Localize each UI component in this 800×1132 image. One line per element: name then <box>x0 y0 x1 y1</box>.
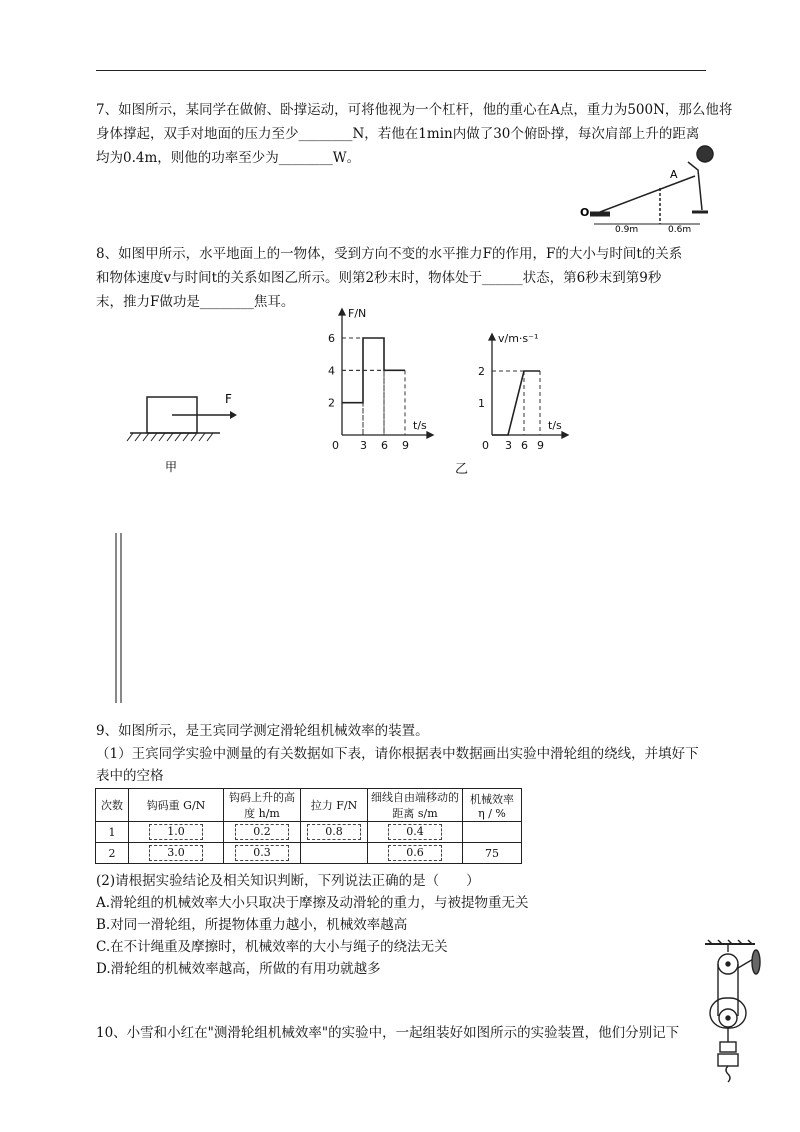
dist-0-9: 0.9m <box>615 225 639 232</box>
q7-line-3: 均为0.4m，则他的功率至少为________W。 <box>96 150 361 166</box>
table-cell: 2 <box>96 843 129 864</box>
margin-bar-1 <box>115 533 117 703</box>
q9-line-1: 9、如图所示，是王宾同学测定滑轮组机械效率的装置。 <box>96 723 429 739</box>
table-cell: 0.8 <box>301 822 368 843</box>
table-cell: 1 <box>96 822 129 843</box>
q8-line-3: 末，推力F做功是________焦耳。 <box>96 294 295 310</box>
y-tick-label: 2 <box>478 365 485 378</box>
table-cell <box>301 843 368 864</box>
table-row <box>96 843 522 864</box>
q9-option-a: A.滑轮组的机械效率大小只取决于摩擦及动滑轮的重力，与被提物重无关 <box>96 895 529 911</box>
arm <box>688 162 702 210</box>
table-cell: 75 <box>463 843 522 864</box>
header-cell: 拉力 F/N <box>301 789 368 822</box>
table-cell: 0.6 <box>368 843 463 864</box>
x-tick-label: 9 <box>402 439 409 452</box>
header-cell: 机械效率 η / % <box>463 789 522 822</box>
table-cell: 0.2 <box>224 822 301 843</box>
x-tick-label: 0 <box>482 439 489 452</box>
x-tick-label: 3 <box>360 439 367 452</box>
table-cell: 1.0 <box>129 822 224 843</box>
x-tick-label: 3 <box>505 439 512 452</box>
caption-yi: 乙 <box>455 462 469 477</box>
label-a: A <box>670 168 678 181</box>
series-line <box>492 371 540 435</box>
dist-0-6: 0.6m <box>668 225 692 232</box>
x-axis-arrow <box>427 432 433 438</box>
q9-option-b: B.对同一滑轮组，所提物体重力越小，机械效率越高 <box>96 917 408 933</box>
pushup-figure <box>580 140 715 232</box>
q7-line-2: 身体撑起，双手对地面的压力至少________N，若他在1min内做了30个俯卧撑，每次肩部上升的距离 <box>96 126 700 142</box>
force-label: F <box>225 392 232 406</box>
header-cell: 钩码上升的高度 h/m <box>224 789 301 822</box>
q9-part-2: (2)请根据实验结论及相关知识判断，下列说法正确的是（ ） <box>96 873 480 889</box>
header-rule <box>96 70 706 71</box>
y-axis-arrow <box>339 309 345 315</box>
q7-line-1: 7、如图所示，某同学在做俯、卧撑运动，可将他视为一个杠杆，他的重心在A点，重力为500N，那么他将 <box>96 102 733 118</box>
x-tick-label: 0 <box>332 439 339 452</box>
y-tick-label: 6 <box>328 332 335 345</box>
header-cell: 钩码重 G/N <box>129 789 224 822</box>
q9-line-3: 表中的空格 <box>96 768 164 784</box>
q9-table-wrap <box>95 788 522 864</box>
y-axis-label: v/m·s⁻¹ <box>498 332 539 345</box>
head <box>697 146 713 162</box>
y-tick-label: 2 <box>328 396 335 410</box>
x-tick-label: 6 <box>381 439 388 452</box>
q9-table <box>95 788 522 864</box>
q10-line-1: 10、小雪和小红在"测滑轮组机械效率"的实验中，一起组装好如图所示的实验装置，他们分别记下 <box>96 1025 680 1041</box>
y-axis-label: F/N <box>348 307 367 320</box>
q9-option-d: D.滑轮组的机械效率越高，所做的有用功就越多 <box>96 961 381 977</box>
x-axis-label: t/s <box>548 419 562 432</box>
y-axis-arrow <box>489 334 495 340</box>
spring-scale <box>752 950 760 974</box>
header-cell: 次数 <box>96 789 129 822</box>
q9-line-2: （1）王宾同学实验中测量的有关数据如下表，请你根据表中数据画出实验中滑轮组的绕线，并填好下 <box>96 746 699 762</box>
y-tick-label: 4 <box>328 364 335 378</box>
x-tick-label: 6 <box>521 439 528 452</box>
table-cell: 3.0 <box>129 843 224 864</box>
chart-force <box>320 305 460 465</box>
chart-velocity <box>470 330 600 465</box>
x-axis-arrow <box>562 432 568 438</box>
table-cell <box>463 822 522 843</box>
pulley-apparatus <box>700 938 770 1083</box>
table-row <box>96 822 522 843</box>
x-tick-label: 9 <box>537 439 544 452</box>
table-header-row <box>96 789 522 822</box>
table-cell: 0.4 <box>368 822 463 843</box>
q8-line-1: 8、如图甲所示，水平地面上的一物体，受到方向不变的水平推力F的作用，F的大小与时间t的关系 <box>96 246 683 262</box>
table-cell: 0.3 <box>224 843 301 864</box>
y-tick-label: 1 <box>478 397 485 410</box>
figure-jia <box>125 385 245 475</box>
q8-line-2: 和物体速度v与时间t的关系如图乙所示。则第2秒末时，物体处于______状态，第6秒末到第9秒 <box>96 270 662 286</box>
q9-option-c: C.在不计绳重及摩擦时，机械效率的大小与绳子的绕法无关 <box>96 939 448 955</box>
body-line <box>600 176 695 212</box>
caption-jia: 甲 <box>165 460 178 474</box>
x-axis-label: t/s <box>413 419 427 432</box>
header-cell: 细线自由端移动的距离 s/m <box>368 789 463 822</box>
margin-bar-2 <box>120 533 122 703</box>
label-o: O <box>580 206 590 219</box>
